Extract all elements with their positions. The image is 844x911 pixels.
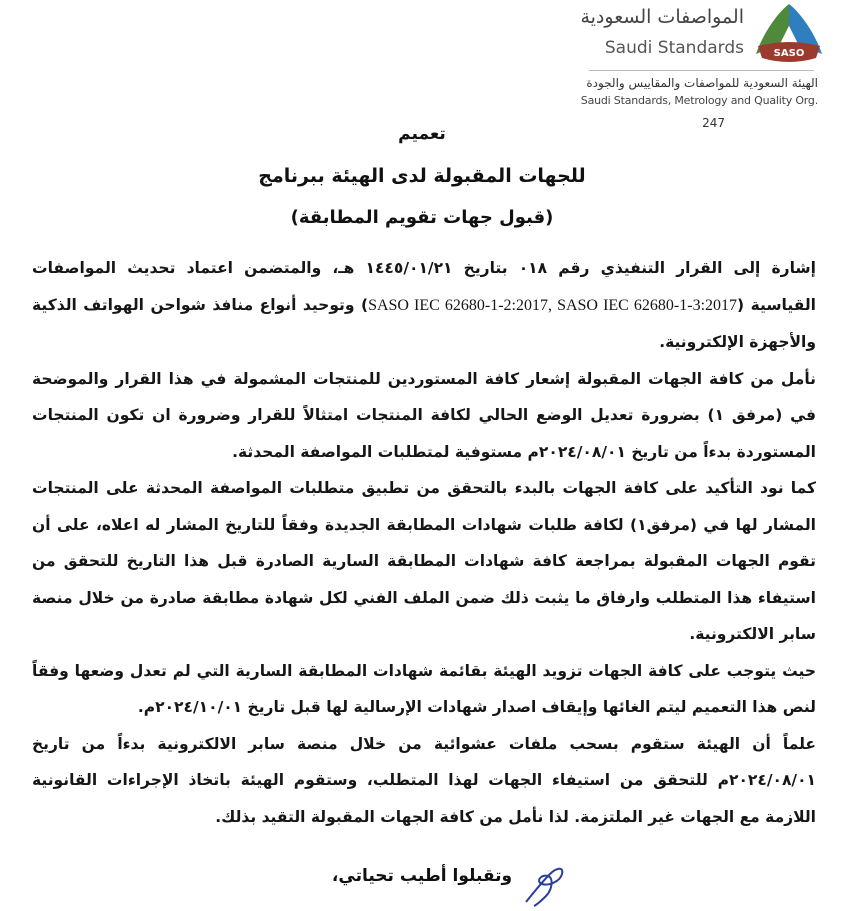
paragraph-1 bbox=[32, 250, 816, 361]
brand-name-arabic: المواصفات السعودية bbox=[580, 6, 744, 28]
saso-logo-icon bbox=[750, 2, 828, 64]
paragraph-5: علماً أن الهيئة ستقوم بسحب ملفات عشوائية من خلال منصة سابر الالكترونية بدءاً من تاريخ ٢٠٢٤/٠٨/٠١م للتحقق من استيفاء الجهات لهذا المتطلب، وستقوم الهيئة باتخاذ الإجراءات القانونية اللازمة مع الجهات غير الملتزمة. لذا نأمل من كافة الجهات المقبولة التقيد بذلك. bbox=[32, 734, 816, 826]
header-divider bbox=[589, 70, 814, 71]
document-title bbox=[0, 118, 844, 236]
logo-text: SASO bbox=[773, 48, 805, 59]
title-line-3: (قبول جهات تقويم المطابقة) bbox=[290, 207, 554, 228]
brand-name-english: Saudi Standards bbox=[604, 38, 744, 58]
closing-line: وتقبلوا أطيب تحياتي، bbox=[331, 866, 513, 886]
signature-icon bbox=[520, 862, 570, 908]
document-body bbox=[32, 250, 816, 835]
title-line-2: للجهات المقبولة لدى الهيئة ببرنامج bbox=[258, 165, 586, 187]
paragraph-2: نأمل من كافة الجهات المقبولة إشعار كافة المستوردين للمنتجات المشمولة في هذا القرار والموضحة في (مرفق ١) بضرورة تعديل الوضع الحالي لكافة المنتجات امتثالاً للقرار وضرورة ان تكون المنتجات المستوردة بدءاً من تاريخ ٢٠٢٤/٠٨/٠١م مستوفية لمتطلبات المواصفة المحدثة. bbox=[32, 369, 816, 461]
org-name-arabic: الهيئة السعودية للمواصفات والمقاييس والجودة bbox=[586, 76, 818, 90]
paragraph-1-part-b: ) وتوحيد أنواع منافذ شواحن الهواتف الذكية والأجهزة الإلكترونية. bbox=[32, 295, 816, 351]
paragraph-4: حيث يتوجب على كافة الجهات تزويد الهيئة بقائمة شهادات المطابقة السارية التي لم تعدل وضعها وفقاً لنص هذا التعميم ليتم الغائها وإيقاف اصدار شهادات الإرسالية لها قبل تاريخ ٢٠٢٤/١٠/٠١م. bbox=[32, 661, 816, 716]
page-number: 247 bbox=[702, 116, 725, 130]
standard-codes: SASO IEC 62680-1-2:2017, SASO IEC 62680-1-3:2017 bbox=[368, 296, 738, 314]
paragraph-1-part-a: إشارة إلى القرار التنفيذي رقم ٠١٨ بتاريخ ١٤٤٥/٠١/٢١ هـ، والمتضمن اعتماد تحديث المواصفات القياسية ( bbox=[32, 259, 816, 314]
paragraph-3: كما نود التأكيد على كافة الجهات بالبدء بالتحقق من تطبيق متطلبات المواصفة المحدثة على المنتجات المشار لها في (مرفق١) لكافة طلبات شهادات المطابقة الجديدة وفقاً للتاريخ المشار له اعلاه، على أن تقوم الجهات المقبولة بمراجعة كافة شهادات المطابقة السارية الصادرة قبل هذا التاريخ للتحقق من استيفاء هذا المتطلب وارفاق ما يثبت ذلك ضمن الملف الفني لكل شهادة مطابقة صادرة من خلال منصة سابر الالكترونية. bbox=[32, 479, 816, 643]
title-line-1: تعميم bbox=[398, 124, 446, 144]
org-name-english: Saudi Standards, Metrology and Quality Org. bbox=[580, 94, 818, 107]
